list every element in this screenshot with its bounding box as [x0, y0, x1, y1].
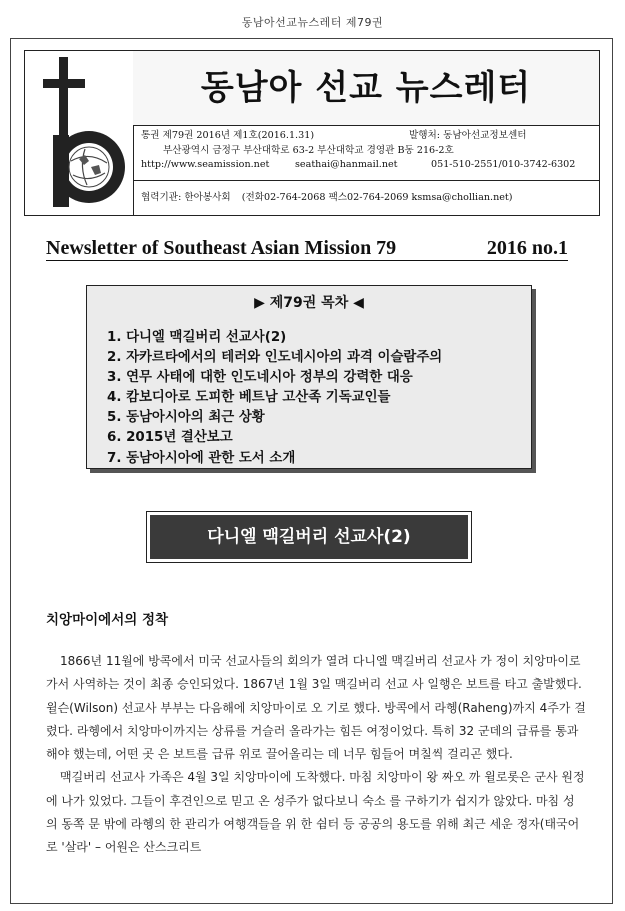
- newsletter-name: Newsletter of Southeast Asian Mission 79: [46, 237, 397, 259]
- phone-info: 051-510-2551/010-3742-6302: [431, 159, 576, 170]
- running-header: 동남아선교뉴스레터 제79권: [241, 16, 384, 29]
- article-body: [46, 650, 586, 860]
- text-line: 맥길버리 선교사 가족은 4월 3일 치앙마이에 도착했다. 마침 치앙마이 왕 짜오 까: [60, 770, 481, 785]
- text-line: 윌로롯은 군사 원정에 나가 있었다. 그들이 후견인으로 믿고 온 성주가 없다보니 숙소: [46, 770, 585, 808]
- toc-item[interactable]: 7. 동남아시아에 관한 도서 소개: [107, 450, 296, 466]
- section-banner: [146, 511, 472, 563]
- masthead: [24, 50, 600, 216]
- toc-item[interactable]: 5. 동남아시아의 최근 상황: [107, 410, 265, 426]
- masthead-title: 동남아 선교 뉴스레터: [200, 68, 532, 108]
- toc-item[interactable]: 2. 자카르타에서의 테러와 인도네시아의 과격 이슬람주의: [107, 350, 443, 366]
- section-heading: 치앙마이에서의 정착: [46, 612, 169, 628]
- toc-item[interactable]: 4. 캄보디아로 도피한 베트남 고산족 기독교인들: [107, 390, 391, 406]
- issue-info: 통권 제79권 2016년 제1호(2016.1.31): [141, 130, 315, 141]
- text-line: 를 구하기가 쉽지가 않았다. 마침 성의 동쪽 문 밖에 라헹의 한 관리가 여행객들을 위: [46, 793, 575, 832]
- paragraph: [46, 650, 586, 766]
- email-link[interactable]: seathai@hanmail.net: [295, 159, 398, 170]
- cooperation-label: 협력기관: 한아봉사회: [141, 192, 231, 203]
- publisher-info: 발행처: 동남아선교정보센터: [409, 130, 527, 141]
- table-of-contents: [86, 285, 532, 469]
- text-line: 정이 치앙마이로 가서 사역하는 것이 최종 승인되었다. 1867년 1월 3일 맥길버리 선교: [46, 654, 581, 692]
- logo: [25, 51, 134, 215]
- address-info: 부산광역시 금정구 부산대학로 63-2 부산대학교 경영관 B동 216-2호: [163, 144, 454, 156]
- website-link[interactable]: http://www.seamission.net: [141, 159, 270, 170]
- masthead-info: [133, 125, 599, 181]
- newsletter-issue: 2016 no.1: [486, 237, 568, 259]
- toc-list: [107, 328, 442, 469]
- cooperation-contact: (전화02-764-2068 팩스02-764-2069 ksmsa@chollian.net): [241, 192, 513, 203]
- text-line: 1866년 11월에 방콕에서 미국 선교사들의 회의가 열려 다니엘 맥길버리 선교사 가: [60, 654, 492, 668]
- masthead-title-box: [133, 51, 599, 126]
- text-line: 사 일행은 보트를 타고 출발했다. 윌슨(Wilson) 선교사 부부는 다음해에 치앙마이로 오: [46, 677, 582, 715]
- cooperation-info: [133, 181, 599, 215]
- text-line: 거슬러 올라가는 힘든 여정이었다. 특히 32 군데의 급류를 통과해야 했는데, 어떤 곳: [46, 723, 579, 762]
- text-line: 은 보트를 급류 위로 끌어올리는 데 너무 힘들어 며칠씩 걸리곤 했다.: [157, 747, 513, 762]
- section-banner-text: 다니엘 맥길버리 선교사(2): [150, 515, 468, 559]
- paragraph: [46, 766, 586, 859]
- text-line: 기로 했다. 방콕에서 라헹(Raheng)까지 4주가 걸렸다. 라헹에서 치앙마이까지는 상류를: [46, 700, 586, 738]
- newsletter-title: [46, 236, 568, 261]
- toc-item[interactable]: 1. 다니엘 맥길버리 선교사(2): [107, 330, 287, 345]
- toc-heading: ▶ 제79권 목차 ◀: [254, 295, 364, 311]
- toc-item[interactable]: 3. 연무 사태에 대한 인도네시아 정부의 강력한 대응: [107, 370, 413, 386]
- mission-logo-icon: [29, 55, 129, 211]
- toc-item[interactable]: 6. 2015년 결산보고: [107, 430, 233, 446]
- text-line: 한 쉼터 등 공공의 용도를 위해 최근 세운 정자(태국어로 '살라' – 어원은 산스크리트: [46, 817, 580, 855]
